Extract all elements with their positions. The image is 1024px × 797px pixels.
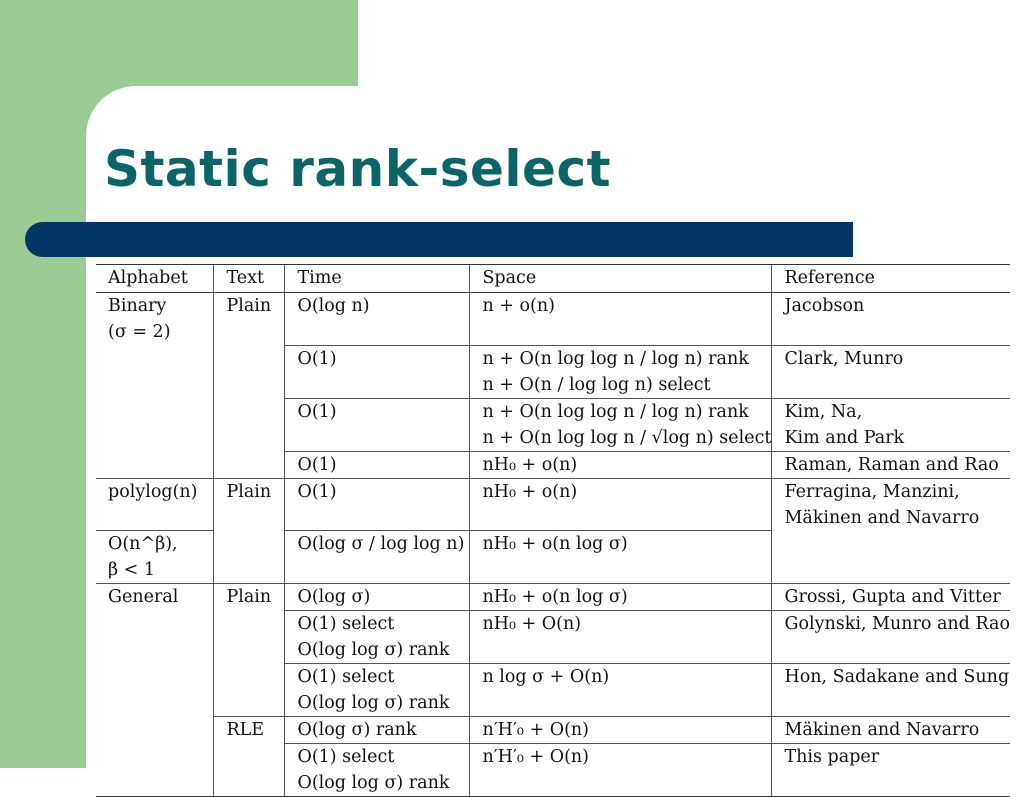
time-cell — [285, 584, 470, 611]
text-line: RLE — [226, 720, 265, 740]
text-cell — [214, 345, 285, 398]
alphabet-cell — [96, 478, 214, 531]
time-cell — [285, 744, 470, 797]
reference-line: Kim and Park — [784, 427, 905, 448]
time-line: O(log σ) — [297, 587, 371, 607]
table-row — [96, 398, 1010, 451]
reference-cell — [772, 531, 1010, 584]
table-row — [96, 478, 1010, 531]
space-line: n + O(n log log n / log n) rank — [482, 348, 749, 369]
space-line: nH₀ + o(n) — [482, 481, 578, 502]
table-row — [96, 451, 1010, 478]
reference-line: Clark, Munro — [784, 348, 904, 369]
alphabet-cell — [96, 531, 214, 584]
reference-line: Jacobson — [784, 296, 865, 316]
space-cell — [470, 398, 772, 451]
time-line: O(log log σ) rank — [297, 693, 450, 713]
space-line: n + O(n / log log n) select — [482, 374, 711, 395]
alphabet-cell — [96, 717, 214, 744]
alphabet-line: General — [108, 587, 179, 607]
column-header: Text — [214, 265, 285, 293]
space-line: nH₀ + o(n log σ) — [482, 534, 628, 554]
time-cell — [285, 664, 470, 717]
space-cell — [470, 717, 772, 744]
reference-line: Grossi, Gupta and Vitter — [784, 587, 1001, 607]
text-line — [226, 345, 284, 371]
text-cell — [214, 451, 285, 478]
column-header: Space — [470, 265, 772, 293]
alphabet-line: (σ = 2) — [108, 322, 171, 342]
reference-line: Mäkinen and Navarro — [784, 720, 980, 740]
space-line: nH₀ + o(n) — [482, 454, 578, 475]
table-row — [96, 664, 1010, 717]
time-line: O(log n) — [297, 296, 370, 316]
column-header: Reference — [772, 265, 1010, 293]
alphabet-line: β < 1 — [108, 560, 156, 580]
reference-cell — [772, 293, 1010, 346]
time-cell — [285, 611, 470, 664]
time-line: O(log log σ) rank — [297, 773, 450, 793]
text-line: Plain — [226, 587, 272, 607]
reference-cell — [772, 478, 1010, 531]
alphabet-line: polylog(n) — [108, 481, 198, 502]
text-cell — [214, 478, 285, 531]
space-line: n + O(n log log n / log n) rank — [482, 401, 749, 422]
text-line — [226, 531, 284, 557]
table-row — [96, 531, 1010, 584]
time-cell — [285, 451, 470, 478]
time-line: O(1) select — [297, 667, 395, 687]
reference-cell — [772, 717, 1010, 744]
text-cell — [214, 611, 285, 664]
alphabet-cell — [96, 744, 214, 797]
column-header: Time — [285, 265, 470, 293]
text-cell — [214, 398, 285, 451]
space-line: nH₀ + o(n log σ) — [482, 587, 628, 607]
space-line: n + o(n) — [482, 296, 555, 316]
time-cell — [285, 398, 470, 451]
title-underline-bar — [25, 222, 853, 257]
reference-line: Golynski, Munro and Rao — [784, 614, 1010, 634]
reference-line: Mäkinen and Navarro — [784, 507, 980, 528]
text-line: Plain — [226, 296, 272, 316]
alphabet-line: O(n^β), — [108, 534, 178, 554]
time-line: O(1) — [297, 454, 337, 475]
text-line: Plain — [226, 481, 272, 502]
space-cell — [470, 451, 772, 478]
text-cell — [214, 531, 285, 584]
time-line: O(log log σ) rank — [297, 640, 450, 660]
space-cell — [470, 744, 772, 797]
text-cell — [214, 293, 285, 346]
time-line: O(1) — [297, 348, 337, 369]
table-row — [96, 611, 1010, 664]
time-line: O(1) select — [297, 614, 395, 634]
reference-line: Kim, Na, — [784, 401, 863, 422]
text-cell — [214, 717, 285, 744]
reference-cell — [772, 744, 1010, 797]
text-line — [226, 611, 284, 637]
space-cell — [470, 478, 772, 531]
column-header: Alphabet — [96, 265, 214, 293]
time-cell — [285, 717, 470, 744]
space-cell — [470, 345, 772, 398]
reference-cell — [772, 345, 1010, 398]
table-row — [96, 584, 1010, 611]
space-line: n + O(n log log n / √log n) select — [482, 427, 772, 448]
time-line: O(1) select — [297, 747, 395, 767]
alphabet-cell — [96, 451, 214, 478]
reference-cell — [772, 611, 1010, 664]
space-line: n log σ + O(n) — [482, 667, 610, 687]
text-line — [226, 664, 284, 690]
table-row — [96, 345, 1010, 398]
reference-cell — [772, 664, 1010, 717]
text-line — [226, 744, 284, 770]
table-row — [96, 717, 1010, 744]
time-cell — [285, 478, 470, 531]
alphabet-cell — [96, 398, 214, 451]
alphabet-cell — [96, 293, 214, 346]
text-line — [226, 451, 284, 477]
text-cell — [214, 584, 285, 611]
alphabet-cell — [96, 664, 214, 717]
time-line: O(log σ) rank — [297, 720, 417, 740]
reference-line: Raman, Raman and Rao — [784, 454, 999, 475]
table-row — [96, 293, 1010, 346]
text-line — [226, 398, 284, 424]
reference-line: Hon, Sadakane and Sung — [784, 667, 1010, 687]
text-cell — [214, 664, 285, 717]
space-cell — [470, 531, 772, 584]
space-cell — [470, 293, 772, 346]
table-row — [96, 744, 1010, 797]
alphabet-cell — [96, 584, 214, 611]
time-cell — [285, 293, 470, 346]
table-header-row — [96, 265, 1010, 293]
alphabet-cell — [96, 611, 214, 664]
time-cell — [285, 345, 470, 398]
reference-line: This paper — [784, 747, 880, 767]
reference-cell — [772, 451, 1010, 478]
alphabet-cell — [96, 345, 214, 398]
time-line: O(1) — [297, 401, 337, 422]
text-cell — [214, 744, 285, 797]
time-line: O(log σ / log log n) — [297, 534, 465, 554]
alphabet-line: Binary — [108, 296, 167, 316]
rank-select-table — [96, 264, 1010, 797]
time-cell — [285, 531, 470, 584]
slide-title: Static rank-select — [104, 140, 611, 198]
space-cell — [470, 584, 772, 611]
time-line: O(1) — [297, 481, 337, 502]
space-line: n′H′₀ + O(n) — [482, 720, 589, 740]
reference-cell — [772, 398, 1010, 451]
space-line: n′H′₀ + O(n) — [482, 747, 589, 767]
space-line: nH₀ + O(n) — [482, 614, 582, 634]
space-cell — [470, 611, 772, 664]
space-cell — [470, 664, 772, 717]
reference-cell — [772, 584, 1010, 611]
reference-line: Ferragina, Manzini, — [784, 481, 960, 502]
